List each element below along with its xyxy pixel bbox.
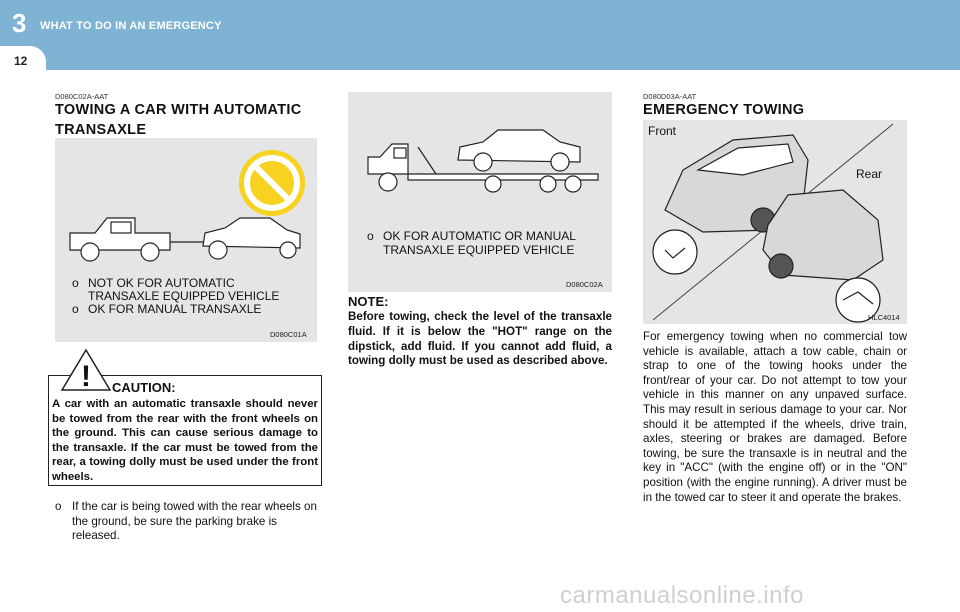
bullet-mark: o: [367, 229, 374, 243]
front-tow-hook-icon: [653, 230, 697, 274]
figure-flatbed-towing: [348, 92, 612, 292]
figure2-item-line-1: OK FOR AUTOMATIC OR MANUAL: [383, 229, 576, 243]
section-title-emergency-towing: EMERGENCY TOWING: [643, 102, 805, 118]
chapter-title: WHAT TO DO IN AN EMERGENCY: [40, 20, 222, 32]
flatbed-truck-illustration: [348, 92, 612, 292]
front-label: Front: [648, 124, 677, 138]
note-title: NOTE:: [348, 294, 389, 309]
figure-tow-hooks: [643, 120, 907, 324]
title-line-2: TRANSAXLE: [55, 122, 147, 138]
figure2-bullet: [367, 229, 576, 244]
towed-sedan-icon: [203, 218, 300, 259]
figure1-bullet-2: [72, 302, 262, 317]
emergency-towing-paragraph: For emergency towing when no commercial tow vehicle is available, attach a tow cable, chain or strap to one of the towing hooks under the front/rear of your car. Do not attempt to tow your vehicle in this manner on any unpaved surface. This may result in serious damage to your car. Nor should it be attempted if the wheels, drive train, axles, steering or brakes are damaged. Before towing, be sure the transaxle is in neutral and the key in "ACC" (with the engine off) or in the "ON" position (with the engine running). A driver must be in the towed car to steer it and operate the brakes.: [643, 330, 907, 504]
section-code-right: D080D03A-AAT: [643, 92, 697, 101]
svg-text:!: !: [81, 360, 91, 392]
figure1-item-1-cont: TRANSAXLE EQUIPPED VEHICLE: [88, 289, 280, 303]
warning-triangle-icon: [60, 348, 112, 392]
parking-brake-note: If the car is being towed with the rear wheels on the ground, be sure the parking brake is released.: [72, 500, 317, 543]
figure1-code: D080C01A: [270, 330, 307, 339]
page-number-tab: [0, 46, 46, 76]
tow-hooks-illustration: [643, 120, 907, 324]
figure1-bullet-1: [72, 276, 235, 291]
figure2-code: D080C02A: [566, 280, 603, 289]
sedan-on-flatbed-icon: [458, 130, 580, 171]
section-title-towing-automatic: [55, 100, 302, 140]
caution-text: A car with an automatic transaxle should never be towed from the rear with the front wheels on the ground. This can cause serious damage to the transaxle. If the car must be towed from the rear, a towing dolly must be used under the front wheels.: [52, 398, 318, 483]
figure1-item-1: NOT OK FOR AUTOMATIC: [88, 276, 235, 290]
chapter-header: [0, 0, 960, 70]
caution-title: CAUTION:: [112, 380, 176, 395]
watermark: carmanualsonline.info: [560, 582, 804, 609]
title-line-1: TOWING A CAR WITH AUTOMATIC: [55, 102, 302, 118]
bullet-mark: o: [72, 302, 79, 316]
rear-label: Rear: [856, 167, 883, 181]
pickup-truck-icon: [70, 218, 205, 261]
note-text: Before towing, check the level of the transaxle fluid. If it is below the "HOT" range on the dipstick, add fluid. If you cannot add fluid, a towing dolly must be used as described above.: [348, 310, 612, 368]
figure3-code: HLC4014: [868, 313, 900, 322]
prohibition-icon: [239, 150, 305, 216]
chapter-number: 3: [12, 8, 27, 38]
bullet-mark-2: o: [55, 500, 62, 513]
page-number: 12: [14, 54, 28, 68]
bullet-mark: o: [72, 276, 79, 290]
section-code-left: D080C02A-AAT: [55, 92, 109, 101]
figure2-item-line-2: TRANSAXLE EQUIPPED VEHICLE: [383, 243, 575, 257]
figure1-item-2: OK FOR MANUAL TRANSAXLE: [88, 302, 262, 316]
